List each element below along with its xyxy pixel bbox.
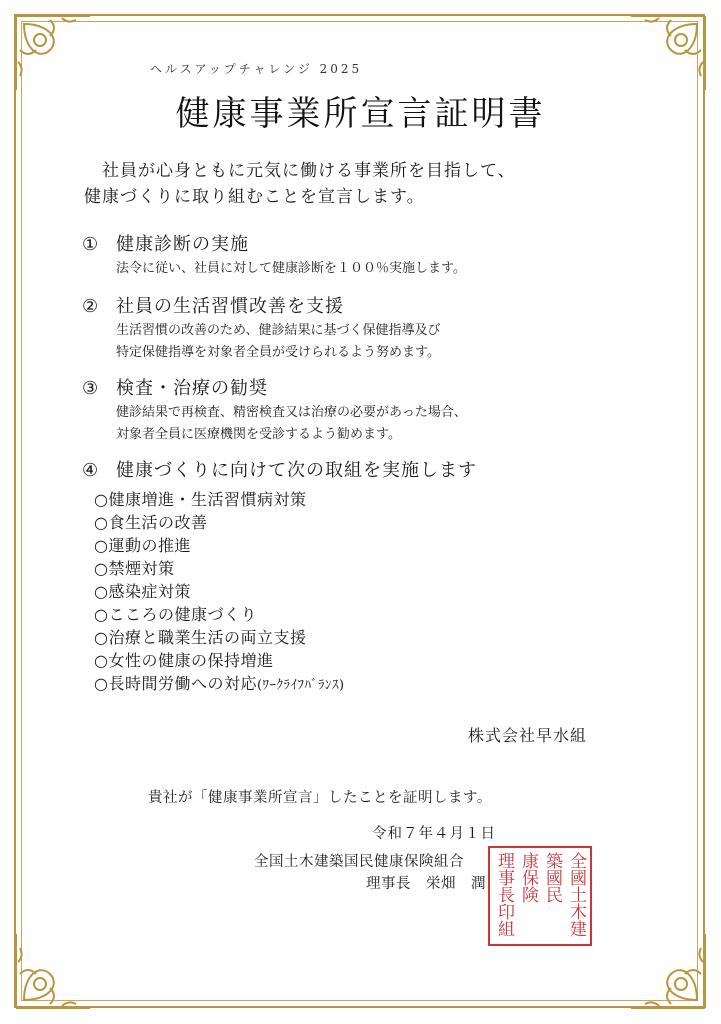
intro-text — [84, 158, 644, 210]
corner-ornament-bottom-left — [10, 928, 96, 1014]
section-number: ② — [82, 296, 100, 317]
list-item-text: ○長時間労働への対応 — [94, 674, 257, 693]
section-line: 生活習慣の改善のため、健診結果に基づく保健指導及び — [116, 323, 441, 338]
section-title: 検査・治療の勧奨 — [116, 378, 268, 399]
certification-statement: 貴社が「健康事業所宣言」したことを証明します。 — [148, 790, 492, 806]
initiative-list — [94, 488, 345, 697]
section-number: ④ — [82, 460, 100, 481]
section-4 — [82, 456, 477, 482]
intro-line-1: 社員が心身ともに元気に働ける事業所を目指して、 — [102, 161, 516, 181]
list-item: ○健康増進・生活習慣病対策 — [94, 490, 307, 509]
list-item: ○治療と職業生活の両立支援 — [94, 628, 307, 647]
company-name: 株式会社早水組 — [468, 726, 588, 745]
section-title: 健康づくりに向けて次の取組を実施します — [116, 460, 477, 481]
page-title: 健康事業所宣言証明書 — [175, 94, 546, 134]
corner-ornament-top-right — [625, 10, 711, 96]
section-line: 対象者全員に医療機関を受診するよう勧めます。 — [116, 427, 401, 442]
section-line: 特定保健指導を対象者全員が受けられるよう努めます。 — [116, 345, 440, 360]
seal-column: 全國土木建 — [566, 852, 586, 937]
section-body — [116, 258, 466, 280]
section-number: ③ — [82, 378, 100, 399]
list-item: ○食生活の改善 — [94, 513, 208, 532]
corner-ornament-top-left — [10, 10, 96, 96]
list-item: ○禁煙対策 — [94, 559, 175, 578]
section-3 — [82, 374, 467, 446]
list-item — [94, 672, 345, 697]
section-body — [116, 320, 440, 364]
section-2 — [82, 292, 440, 364]
section-title: 社員の生活習慣改善を支援 — [116, 296, 344, 317]
list-item: ○女性の健康の保持増進 — [94, 651, 274, 670]
subtitle: ヘルスアップチャレンジ 2025 — [150, 62, 363, 76]
seal-column: 理事長印組 — [494, 852, 514, 937]
list-item: ○こころの健康づくり — [94, 605, 257, 624]
issuer-organization: 全国土木建築国民健康保険組合 — [254, 854, 464, 870]
section-heading — [82, 456, 477, 482]
seal-column: 築國民 — [542, 852, 562, 903]
official-seal-stamp — [488, 846, 592, 946]
section-line: 法令に従い、社員に対して健康診断を１００％実施します。 — [116, 261, 466, 276]
issuer-block — [254, 851, 486, 895]
section-line: 健診結果で再検査、精密検査又は治療の必要があった場合、 — [116, 405, 467, 420]
section-heading — [82, 292, 440, 318]
section-heading — [82, 374, 467, 400]
list-item-note: (ﾜｰｸﾗｲﾌﾊﾞﾗﾝｽ) — [256, 678, 345, 693]
corner-ornament-bottom-right — [625, 928, 711, 1014]
issue-date: 令和７年４月１日 — [372, 826, 496, 842]
section-heading — [82, 230, 466, 256]
section-number: ① — [82, 234, 100, 255]
issuer-signatory: 理事長 栄畑 潤 — [366, 876, 486, 892]
intro-line-2: 健康づくりに取り組むことを宣言します。 — [84, 187, 425, 207]
section-body — [116, 402, 467, 446]
seal-column: 康保険 — [518, 852, 538, 903]
section-1 — [82, 230, 466, 280]
list-item: ○感染症対策 — [94, 582, 191, 601]
section-title: 健康診断の実施 — [116, 234, 249, 255]
list-item: ○運動の推進 — [94, 536, 191, 555]
